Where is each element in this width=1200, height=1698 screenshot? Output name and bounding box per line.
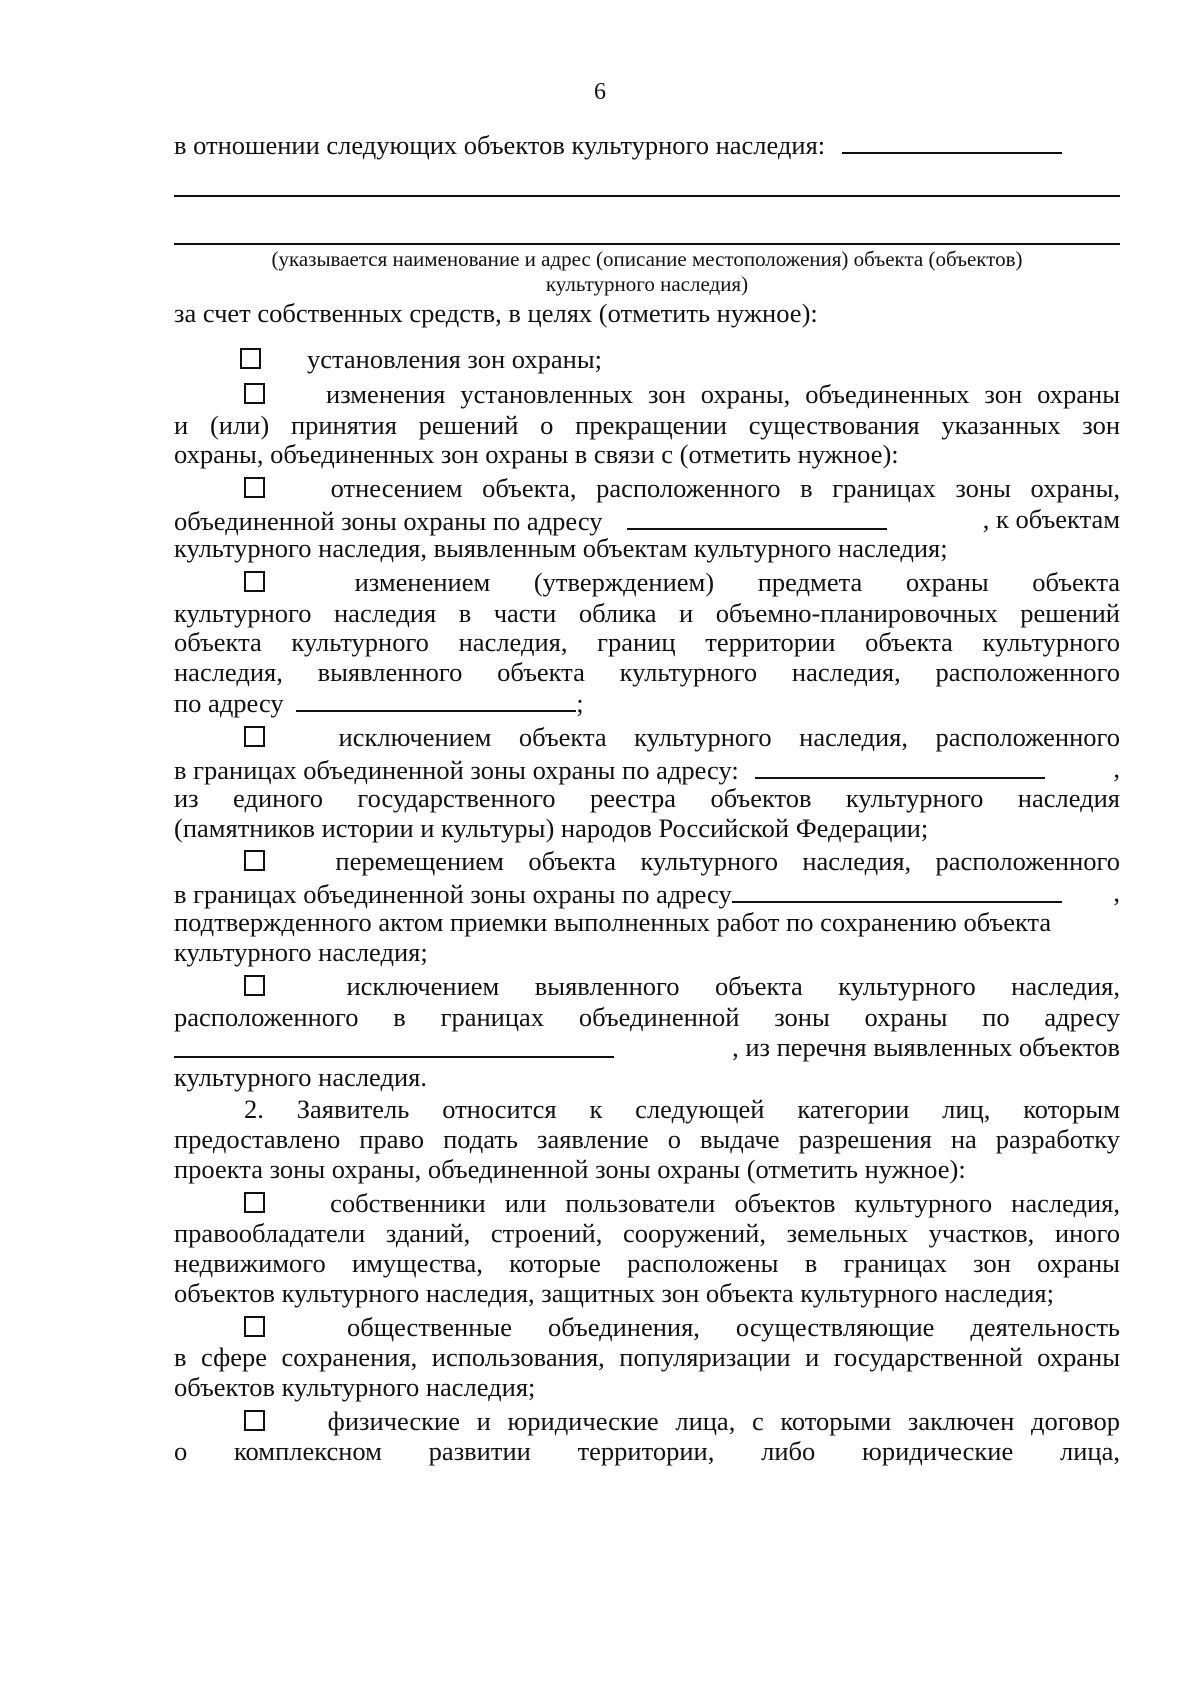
option-change-l1: изменения установленных зон охраны, объединенных зон охраны — [326, 379, 1121, 409]
sub-exclusion-line-3: из единого государственного реестра объектов культурного наследия — [174, 783, 1120, 813]
checkbox-owners[interactable] — [244, 1192, 265, 1213]
option-change-line-1 — [174, 379, 1120, 410]
section2-line-1: 2. Заявитель относится к следующей категории лиц, которым — [244, 1094, 1120, 1124]
checkbox-identified[interactable] — [244, 975, 265, 996]
checkbox-persons[interactable] — [244, 1410, 265, 1431]
objects-caption-line-2: культурного наследия) — [545, 272, 749, 296]
relocation-address-field[interactable] — [732, 877, 1062, 903]
sub-identified-line-1 — [174, 971, 1120, 1002]
purpose-lead: за счет собственных средств, в целях (отметить нужное): — [174, 298, 818, 328]
section2-line-3: проекта зоны охраны, объединенной зоны охраны (отметить нужное): — [174, 1154, 966, 1184]
cat-public-line-3: объектов культурного наследия; — [174, 1372, 536, 1402]
attribution-address-field[interactable] — [627, 504, 887, 530]
sub-subject-l1: изменением (утверждением) предмета охраны объекта — [354, 567, 1120, 597]
sub-exclusion-line-4: (памятников истории и культуры) народов Российской Федерации; — [174, 813, 929, 843]
page-number: 6 — [594, 79, 606, 105]
intro-text: в отношении следующих объектов культурного наследия: — [174, 130, 826, 160]
objects-caption-line-1: (указывается наименование и адрес (описание местоположения) объекта (объектов) — [271, 247, 1023, 271]
cat-public-line-1 — [174, 1312, 1120, 1343]
cat-public-line-2: в сфере сохранения, использования, популяризации и государственной охраны — [174, 1342, 1120, 1372]
objects-fill-line-3[interactable] — [174, 243, 1120, 245]
subject-address-field[interactable] — [296, 686, 576, 712]
objects-fill-line-2[interactable] — [174, 195, 1120, 197]
cat-owners-line-3: недвижимого имущества, которые расположены в границах зон охраны — [174, 1248, 1120, 1278]
intro-line — [174, 128, 1120, 161]
checkbox-attribution[interactable] — [244, 477, 265, 498]
cat-public-l1: общественные объединения, осуществляющие деятельность — [347, 1312, 1120, 1342]
checkbox-change-zones[interactable] — [244, 383, 265, 404]
checkbox-subject[interactable] — [244, 571, 265, 592]
checkbox-exclusion[interactable] — [244, 726, 265, 747]
exclusion-address-field[interactable] — [755, 753, 1045, 779]
checkbox-zones[interactable] — [240, 348, 261, 369]
cat-persons-l1: физические и юридические лица, с которыми заключен договор — [327, 1406, 1120, 1436]
option-zones-label: установления зон охраны; — [307, 344, 603, 374]
sub-attribution-l1: отнесением объекта, расположенного в границах зоны охраны, — [330, 473, 1121, 503]
option-change-line-2: и (или) принятия решений о прекращении существования указанных зон — [174, 410, 1120, 440]
sub-exclusion-line-2 — [174, 753, 1120, 786]
sub-identified-l1: исключением выявленного объекта культурного наследия, — [346, 971, 1120, 1001]
sub-subject-line-1 — [174, 567, 1120, 598]
sub-subject-line-4: наследия, выявленного объекта культурного наследия, расположенного — [174, 657, 1120, 687]
cat-owners-l1: собственники или пользователи объектов культурного наследия, — [330, 1188, 1120, 1218]
section2-line-2: предоставлено право подать заявление о выдаче разрешения на разработку — [174, 1124, 1120, 1154]
cat-persons-line-1 — [174, 1406, 1120, 1437]
sub-relocation-line-2 — [174, 877, 1120, 910]
sub-subject-l5b: ; — [576, 688, 584, 718]
cat-owners-line-1 — [174, 1188, 1120, 1219]
sub-subject-l5a: по адресу — [174, 688, 284, 718]
sub-exclusion-l2a: в границах объединенной зоны охраны по адресу: — [174, 755, 739, 785]
sub-relocation-l2a: в границах объединенной зоны охраны по адресу — [174, 879, 732, 909]
identified-address-field[interactable] — [174, 1032, 614, 1058]
sub-relocation-l1: перемещением объекта культурного наследия, расположенного — [335, 846, 1121, 876]
sub-identified-line-2: расположенного в границах объединенной зоны охраны по адресу — [174, 1002, 1120, 1032]
sub-subject-line-5 — [174, 686, 1120, 719]
cat-owners-line-2: правообладатели зданий, строений, сооружений, земельных участков, иного — [174, 1218, 1120, 1248]
sub-exclusion-l1: исключением объекта культурного наследия, расположенного — [338, 722, 1120, 752]
sub-attribution-l2a: объединенной зоны охраны по адресу — [174, 506, 603, 536]
sub-attribution-line-3: культурного наследия, выявленным объектам культурного наследия; — [174, 533, 948, 563]
sub-subject-line-3: объекта культурного наследия, границ территории объекта культурного — [174, 627, 1120, 657]
checkbox-public[interactable] — [244, 1316, 265, 1337]
sub-attribution-l2b: , к объектам — [982, 504, 1120, 534]
option-change-line-3: охраны, объединенных зон охраны в связи с (отметить нужное): — [174, 439, 899, 469]
sub-identified-line-4: культурного наследия. — [174, 1062, 427, 1092]
option-zones — [174, 344, 1186, 375]
cat-persons-line-2: о комплексном развитии территории, либо юридические лица, — [174, 1436, 1120, 1466]
sub-attribution-line-1 — [174, 473, 1120, 504]
sub-exclusion-line-1 — [174, 722, 1120, 753]
sub-relocation-line-3: подтвержденного актом приемки выполненных работ по сохранению объекта — [174, 907, 1052, 937]
objects-fill-line[interactable] — [842, 128, 1062, 154]
sub-relocation-line-4: культурного наследия; — [174, 937, 428, 967]
sub-relocation-l2b: , — [1113, 877, 1120, 907]
checkbox-relocation[interactable] — [244, 850, 265, 871]
cat-owners-line-4: объектов культурного наследия, защитных зон объекта культурного наследия; — [174, 1278, 1054, 1308]
sub-subject-line-2: культурного наследия в части облика и объемно-планировочных решений — [174, 598, 1120, 628]
sub-identified-line-3 — [174, 1032, 1120, 1065]
sub-identified-l3b: , из перечня выявленных объектов — [732, 1032, 1120, 1062]
sub-exclusion-l2b: , — [1113, 753, 1120, 783]
sub-relocation-line-1 — [174, 846, 1120, 877]
